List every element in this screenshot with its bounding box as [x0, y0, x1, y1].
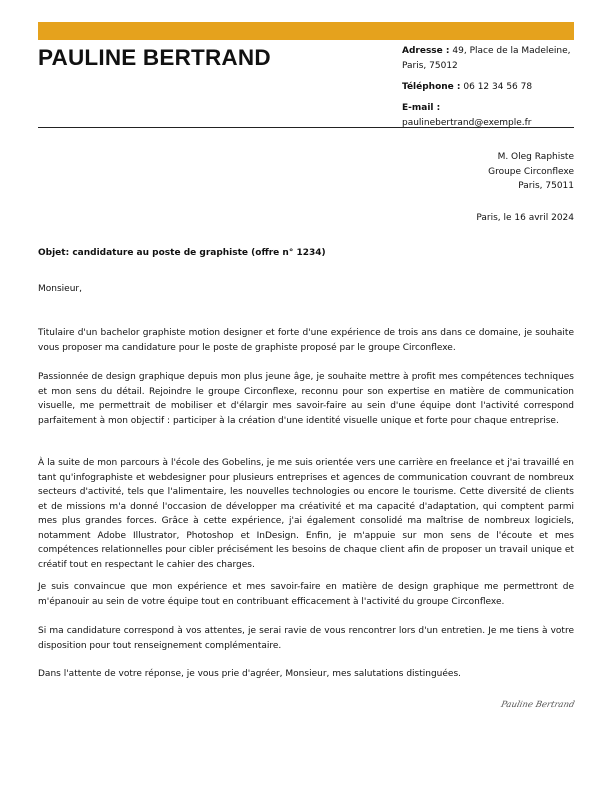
letter-date: Paris, le 16 avril 2024 [476, 213, 574, 223]
address-label: Adresse : [402, 46, 450, 56]
contact-block [402, 44, 582, 131]
paragraph-closing: Dans l'attente de votre réponse, je vous prie d'agréer, Monsieur, mes salutations distinguées. [38, 669, 462, 679]
paragraph-experience: À la suite de mon parcours à l'école des Gobelins, je me suis orientée vers une carrière en freelance et j'ai travaillé en tant qu'infographiste et webdesigner pour plusieurs entreprises et agences de communication couvrant de nombreux secteurs d'activité, tels que l'alimentaire, les nouvelles technologies ou encore le tourisme. Cette diversité de clients et de missions m'a donné l'occasion de développer ma créativité et ma capacité d'adaptation, qui comptent parmi mes plus grandes forces. Grâce à cette expérience, j'ai également consolidé ma maîtrise de nombreux logiciels, notamment Adobe Illustrator, Photoshop et InDesign. Enfin, je m'appuie sur mon sens de l'écoute et mes compétences relationnelles pour cibler précisément les besoins de chaque client afin de proposer un travail unique et créatif tout en respectant le cahier des charges. [38, 458, 574, 570]
phone-value: 06 12 34 56 78 [463, 82, 533, 92]
email-value[interactable]: paulinebertrand@exemple.fr [402, 118, 532, 128]
recipient-city: Paris, 75011 [518, 181, 574, 191]
phone-label: Téléphone : [402, 82, 461, 92]
phone-line [402, 80, 582, 95]
address-value: 49, Place de la Madeleine, [452, 46, 571, 56]
recipient-block [488, 150, 574, 194]
recipient-name: M. Oleg Raphiste [497, 152, 574, 162]
paragraph-motivation: Passionnée de design graphique depuis mon plus jeune âge, je souhaite mettre à profit mes compétences techniques et mon sens du détail. Rejoindre le groupe Circonflexe, reconnu pour son expertise en matière de communication visuelle, me permettrait de mobiliser et d'élargir mes savoir-faire au sein d'une équipe dont l'activité correspond parfaitement à mon objectif : participer à la création d'une identité visuelle unique et forte pour chaque entreprise. [38, 372, 574, 426]
email-label: E-mail : [402, 103, 441, 113]
address-line-2: Paris, 75012 [402, 61, 458, 71]
address-line-1 [402, 44, 582, 59]
sender-name: PAULINE BERTRAND [38, 45, 271, 70]
letter-subject: Objet: candidature au poste de graphiste (offre n° 1234) [38, 248, 326, 258]
paragraph-availability: Si ma candidature correspond à vos attentes, je serai ravie de vous rencontrer lors d'un entretien. Je me tiens à votre disposition pour tout renseignement complémentaire. [38, 626, 574, 651]
header-divider [38, 127, 574, 128]
header-accent-bar [38, 22, 574, 40]
paragraph-conviction: Je suis convaincue que mon expérience et mes savoir-faire en matière de design graphique me permettront de m'épanouir au sein de votre équipe tout en contribuant efficacement à l'activité du groupe Circonflexe. [38, 582, 574, 607]
handwritten-signature: Pauline Bertrand [499, 700, 576, 710]
salutation: Monsieur, [38, 284, 82, 294]
paragraph-intro: Titulaire d'un bachelor graphiste motion designer et forte d'une expérience de trois ans dans ce domaine, je souhaite vous proposer ma candidature pour le poste de graphiste proposé par le groupe Circonflexe. [38, 328, 574, 353]
recipient-company: Groupe Circonflexe [488, 166, 574, 177]
